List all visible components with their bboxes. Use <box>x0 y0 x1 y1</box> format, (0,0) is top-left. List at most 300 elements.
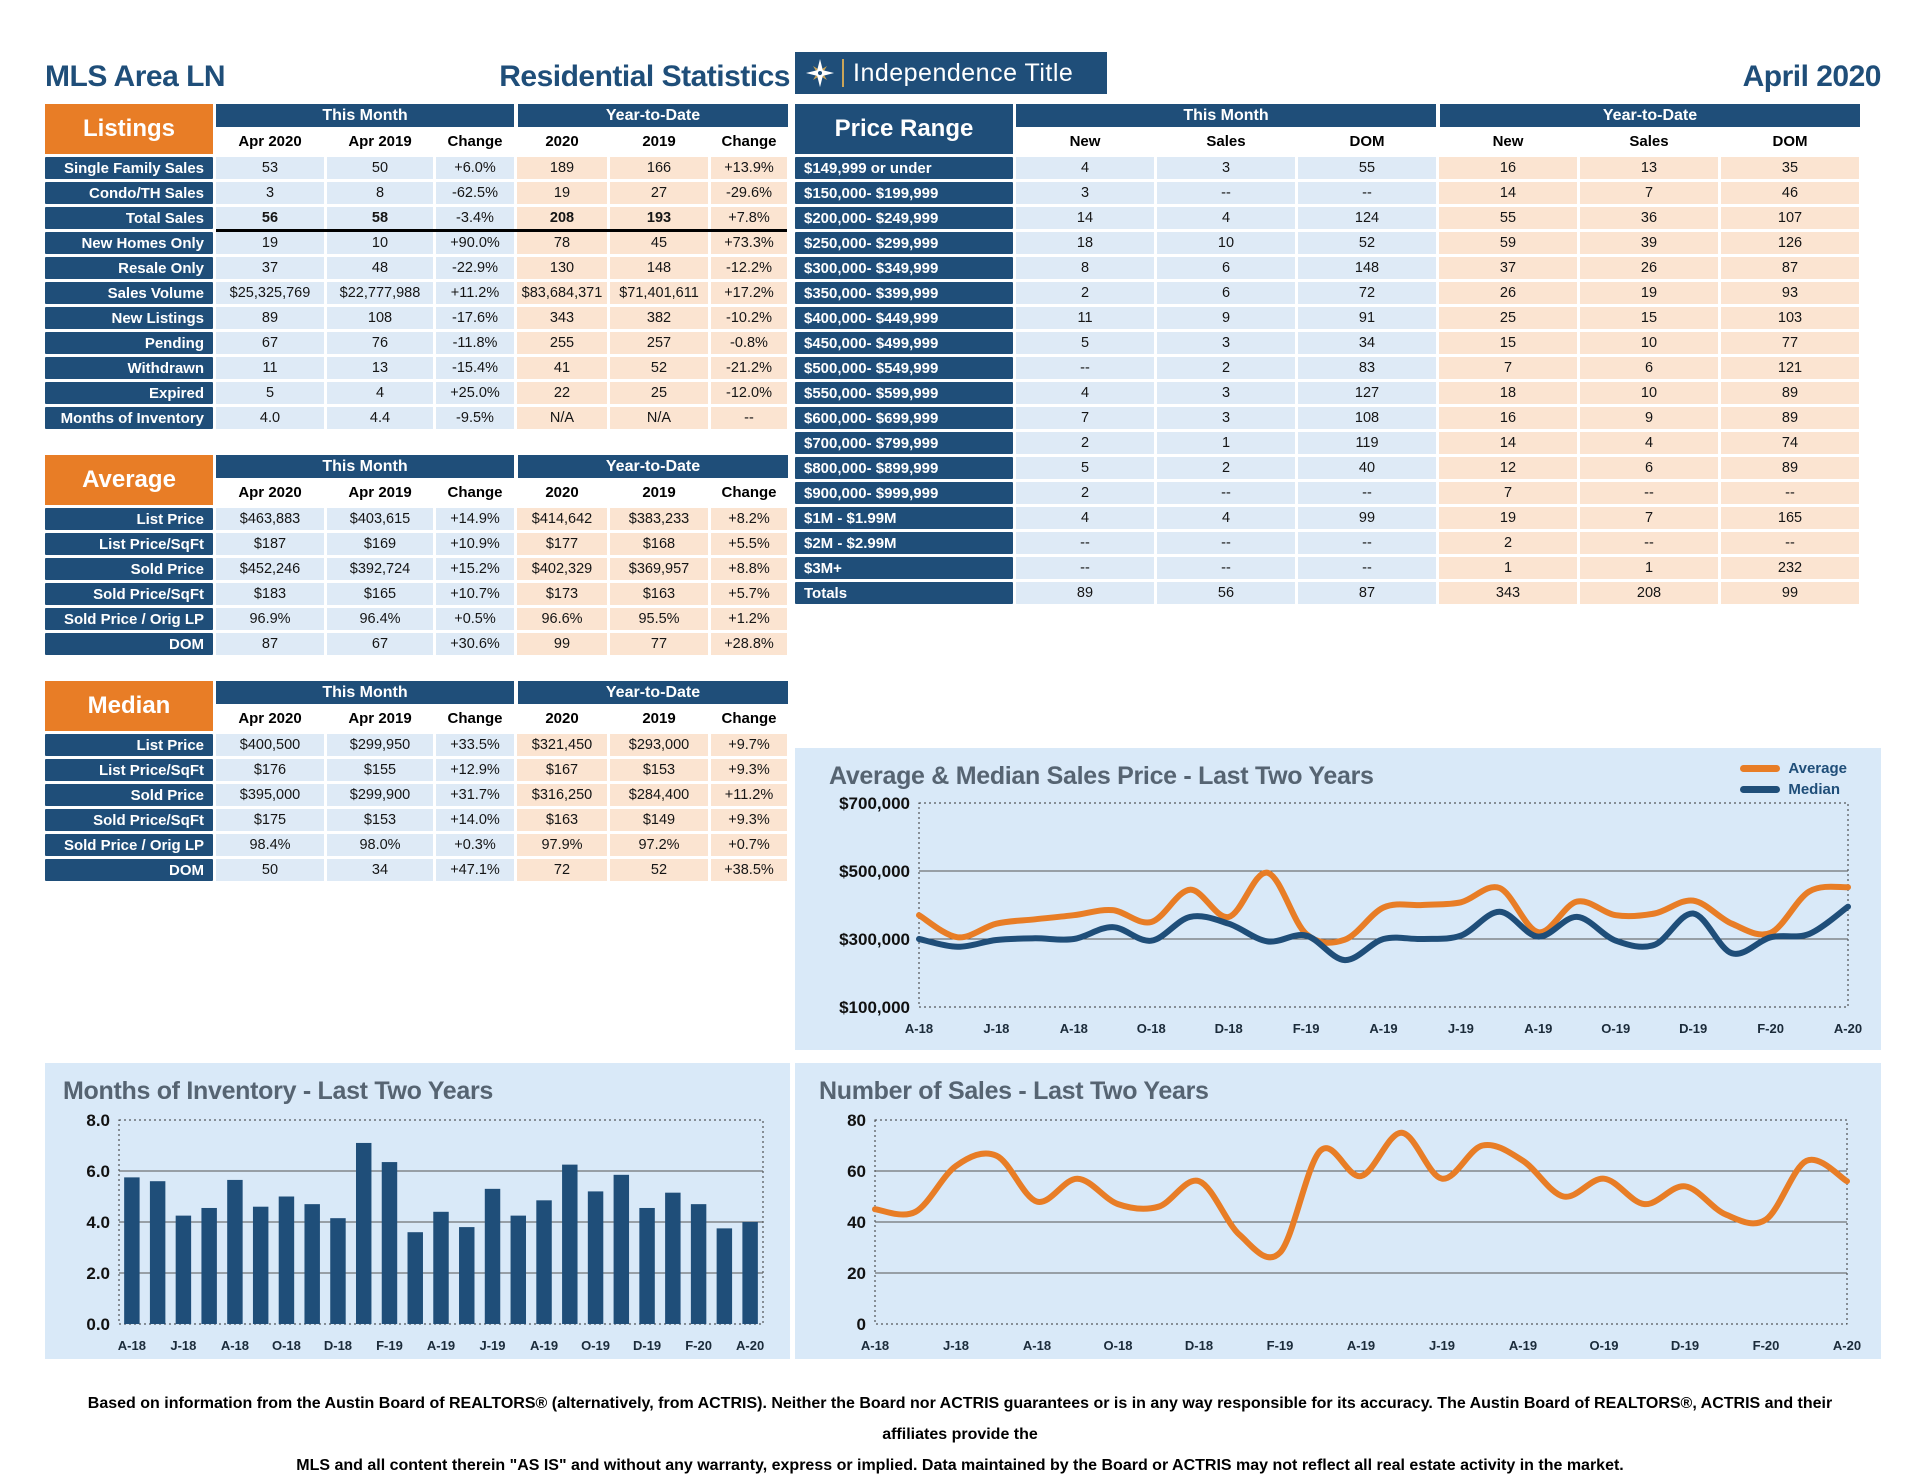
value-cell: -- <box>1157 182 1295 204</box>
x-axis-label: D-18 <box>1184 1338 1214 1353</box>
table-row <box>795 382 1881 404</box>
row-label: $500,000- $549,999 <box>795 357 1013 379</box>
table-row <box>45 157 790 179</box>
value-cell: 48 <box>327 257 433 279</box>
value-cell: 93 <box>1721 282 1859 304</box>
value-cell: -15.4% <box>436 357 514 379</box>
group-header-this-month: This Month <box>216 104 514 127</box>
legend-item-median <box>1740 781 1847 798</box>
inventory-bar <box>382 1162 397 1324</box>
row-label: Total Sales <box>45 207 213 229</box>
value-cell: -- <box>1298 482 1436 504</box>
row-label: $300,000- $349,999 <box>795 257 1013 279</box>
value-cell: 103 <box>1721 307 1859 329</box>
inventory-bar <box>408 1232 423 1324</box>
inventory-bar <box>279 1197 294 1325</box>
value-cell: 4 <box>1016 382 1154 404</box>
value-cell: +12.9% <box>436 759 514 781</box>
value-cell: +25.0% <box>436 382 514 404</box>
right-header-row <box>795 50 1881 94</box>
inventory-bar <box>330 1218 345 1324</box>
value-cell: +31.7% <box>436 784 514 806</box>
row-label: $700,000- $799,999 <box>795 432 1013 454</box>
value-cell: 4 <box>1157 207 1295 229</box>
column-header: New <box>1069 133 1101 150</box>
value-cell: 55 <box>1439 207 1577 229</box>
value-cell: +14.9% <box>436 508 514 530</box>
left-header-row <box>45 50 790 94</box>
value-cell: 3 <box>1157 382 1295 404</box>
value-cell: $392,724 <box>327 558 433 580</box>
value-cell: 11 <box>216 357 324 379</box>
value-cell: -- <box>1580 532 1718 554</box>
value-cell: 7 <box>1580 507 1718 529</box>
inventory-bar <box>588 1191 603 1324</box>
y-axis-label: 20 <box>847 1264 866 1283</box>
value-cell: 126 <box>1721 232 1859 254</box>
median-line-swatch <box>1740 786 1780 793</box>
x-axis-label: J-19 <box>479 1338 506 1353</box>
left-column <box>45 50 790 881</box>
total-divider <box>216 229 787 232</box>
value-cell: +1.2% <box>711 608 787 630</box>
x-axis-label: F-20 <box>1752 1338 1780 1353</box>
x-axis-label: O-18 <box>1103 1338 1133 1353</box>
average-line <box>919 873 1848 943</box>
row-label: New Homes Only <box>45 232 213 254</box>
value-cell: +10.7% <box>436 583 514 605</box>
value-cell: 3 <box>216 182 324 204</box>
value-cell: +10.9% <box>436 533 514 555</box>
value-cell: 83 <box>1298 357 1436 379</box>
value-cell: 166 <box>610 157 708 179</box>
value-cell: 6 <box>1157 282 1295 304</box>
inventory-bar <box>614 1175 629 1324</box>
row-label: Months of Inventory <box>45 407 213 429</box>
row-label: $800,000- $899,999 <box>795 457 1013 479</box>
value-cell: 25 <box>1439 307 1577 329</box>
value-cell: 52 <box>610 357 708 379</box>
value-cell: 4.4 <box>327 407 433 429</box>
value-cell: 34 <box>327 859 433 881</box>
value-cell: -- <box>1721 532 1859 554</box>
row-label: $2M - $2.99M <box>795 532 1013 554</box>
value-cell: 87 <box>216 633 324 655</box>
inventory-bar <box>176 1216 191 1324</box>
value-cell: 91 <box>1298 307 1436 329</box>
brand-name: Independence Title <box>853 58 1074 87</box>
value-cell: $400,500 <box>216 734 324 756</box>
table-row <box>45 809 790 831</box>
value-cell: 19 <box>1439 507 1577 529</box>
x-axis-label: A-19 <box>1524 1021 1553 1036</box>
x-axis-label: J-18 <box>983 1021 1010 1036</box>
y-axis-label: 80 <box>847 1111 866 1130</box>
value-cell: +11.2% <box>436 282 514 304</box>
value-cell: 96.6% <box>517 608 607 630</box>
value-cell: -- <box>1157 482 1295 504</box>
table-row <box>45 533 790 555</box>
column-header: 2020 <box>545 710 579 727</box>
sales-chart-panel <box>795 1063 1881 1359</box>
value-cell: 36 <box>1580 207 1718 229</box>
price-range-header <box>795 104 1881 154</box>
table-row <box>795 482 1881 504</box>
value-cell: -11.8% <box>436 332 514 354</box>
value-cell: $383,233 <box>610 508 708 530</box>
table-row <box>45 257 790 279</box>
value-cell: 7 <box>1439 482 1577 504</box>
row-label: Sold Price/SqFt <box>45 809 213 831</box>
value-cell: 232 <box>1721 557 1859 579</box>
x-axis-label: F-19 <box>376 1338 403 1353</box>
inventory-bar <box>562 1165 577 1324</box>
value-cell: 40 <box>1298 457 1436 479</box>
inventory-bar <box>150 1181 165 1324</box>
value-cell: 14 <box>1439 432 1577 454</box>
listings-table <box>45 104 790 429</box>
table-row <box>45 784 790 806</box>
value-cell: $175 <box>216 809 324 831</box>
value-cell: 4 <box>1016 507 1154 529</box>
column-header: Apr 2020 <box>238 710 302 727</box>
value-cell: 95.5% <box>610 608 708 630</box>
table-row <box>45 558 790 580</box>
table-row <box>795 332 1881 354</box>
column-header: Change <box>447 710 503 727</box>
value-cell: 96.4% <box>327 608 433 630</box>
value-cell: 58 <box>327 207 433 229</box>
value-cell: 2 <box>1157 457 1295 479</box>
x-axis-label: A-18 <box>904 1021 934 1036</box>
value-cell: 124 <box>1298 207 1436 229</box>
value-cell: 208 <box>517 207 607 229</box>
row-label: Sold Price / Orig LP <box>45 608 213 630</box>
listings-section-label: Listings <box>45 104 213 154</box>
value-cell: 130 <box>517 257 607 279</box>
x-axis-label: O-19 <box>1601 1021 1631 1036</box>
value-cell: 5 <box>1016 457 1154 479</box>
value-cell: -- <box>1298 532 1436 554</box>
median-table <box>45 681 790 881</box>
column-header: Change <box>721 710 777 727</box>
row-label: List Price <box>45 734 213 756</box>
table-row <box>45 307 790 329</box>
value-cell: 89 <box>1721 457 1859 479</box>
x-axis-label: A-19 <box>1508 1338 1538 1353</box>
value-cell: +33.5% <box>436 734 514 756</box>
inventory-bar <box>253 1207 268 1324</box>
average-header <box>45 455 790 505</box>
value-cell: +9.7% <box>711 734 787 756</box>
x-axis-label: A-19 <box>426 1338 456 1353</box>
value-cell: 72 <box>517 859 607 881</box>
row-label: Resale Only <box>45 257 213 279</box>
group-header-ytd: Year-to-Date <box>1440 104 1860 127</box>
value-cell: 148 <box>1298 257 1436 279</box>
x-axis-label: A-18 <box>1022 1338 1052 1353</box>
row-label: $400,000- $449,999 <box>795 307 1013 329</box>
value-cell: +0.3% <box>436 834 514 856</box>
value-cell: 119 <box>1298 432 1436 454</box>
value-cell: 87 <box>1721 257 1859 279</box>
brand-separator <box>842 59 844 87</box>
value-cell: 11 <box>1016 307 1154 329</box>
table-row <box>45 583 790 605</box>
row-label: $200,000- $249,999 <box>795 207 1013 229</box>
group-header-this-month: This Month <box>1016 104 1436 127</box>
value-cell: +5.5% <box>711 533 787 555</box>
value-cell: 50 <box>327 157 433 179</box>
x-axis-label: A-18 <box>220 1338 250 1353</box>
table-row <box>795 282 1881 304</box>
value-cell: +14.0% <box>436 809 514 831</box>
disclaimer-line-2: MLS and all content therein "AS IS" and without any warranty, express or implied. Data maintained by the Board or ACTRIS may not reflect all real estate activity in the market. <box>296 1457 1624 1474</box>
value-cell: 2 <box>1439 532 1577 554</box>
value-cell: 18 <box>1016 232 1154 254</box>
value-cell: 10 <box>327 232 433 254</box>
value-cell: -- <box>1016 557 1154 579</box>
value-cell: $183 <box>216 583 324 605</box>
value-cell: -12.0% <box>711 382 787 404</box>
value-cell: $25,325,769 <box>216 282 324 304</box>
value-cell: 9 <box>1580 407 1718 429</box>
table-row <box>45 357 790 379</box>
value-cell: $452,246 <box>216 558 324 580</box>
value-cell: 97.9% <box>517 834 607 856</box>
column-header: Sales <box>1206 133 1246 150</box>
value-cell: 37 <box>1439 257 1577 279</box>
column-header: Change <box>721 484 777 501</box>
row-label: $600,000- $699,999 <box>795 407 1013 429</box>
table-row <box>795 157 1881 179</box>
value-cell: +6.0% <box>436 157 514 179</box>
table-row <box>795 182 1881 204</box>
row-label: $150,000- $199,999 <box>795 182 1013 204</box>
value-cell: -10.2% <box>711 307 787 329</box>
value-cell: +8.8% <box>711 558 787 580</box>
x-axis-label: D-19 <box>1679 1021 1708 1036</box>
table-row <box>45 859 790 881</box>
value-cell: 255 <box>517 332 607 354</box>
value-cell: 108 <box>327 307 433 329</box>
value-cell: 41 <box>517 357 607 379</box>
x-axis-label: F-20 <box>1757 1021 1784 1036</box>
legend-label-median: Median <box>1788 781 1841 798</box>
column-header: Sales <box>1629 133 1669 150</box>
disclaimer-line-1: Based on information from the Austin Board of REALTORS® (alternatively, from ACTRIS). Neither the Board nor ACTRIS guarantees or is in any way responsible for its accuracy. The Austin Board of REALTORS®, ACTRIS and their affiliates provide the <box>87 1395 1833 1443</box>
x-axis-label: D-19 <box>632 1338 662 1353</box>
y-axis-label: 60 <box>847 1162 866 1181</box>
inventory-bar <box>227 1180 242 1324</box>
value-cell: $403,615 <box>327 508 433 530</box>
value-cell: $321,450 <box>517 734 607 756</box>
column-header: 2020 <box>545 484 579 501</box>
row-label: $250,000- $299,999 <box>795 232 1013 254</box>
value-cell: 89 <box>1721 382 1859 404</box>
y-axis-label: $100,000 <box>839 998 910 1017</box>
value-cell: 72 <box>1298 282 1436 304</box>
table-row <box>795 532 1881 554</box>
value-cell: $402,329 <box>517 558 607 580</box>
value-cell: 22 <box>517 382 607 404</box>
value-cell: -17.6% <box>436 307 514 329</box>
x-axis-label: A-20 <box>1832 1338 1862 1353</box>
value-cell: -3.4% <box>436 207 514 229</box>
x-axis-label: D-18 <box>323 1338 353 1353</box>
x-axis-label: J-19 <box>1447 1021 1474 1036</box>
group-header-this-month: This Month <box>216 681 514 704</box>
legend-item-average <box>1740 760 1847 777</box>
value-cell: 99 <box>1721 582 1859 604</box>
value-cell: 9 <box>1157 307 1295 329</box>
row-label: $149,999 or under <box>795 157 1013 179</box>
value-cell: 46 <box>1721 182 1859 204</box>
value-cell: 5 <box>1016 332 1154 354</box>
table-row <box>795 432 1881 454</box>
value-cell: -- <box>1580 482 1718 504</box>
value-cell: $169 <box>327 533 433 555</box>
table-row <box>795 357 1881 379</box>
value-cell: 189 <box>517 157 607 179</box>
value-cell: 343 <box>1439 582 1577 604</box>
row-label: DOM <box>45 633 213 655</box>
column-header: 2020 <box>545 133 579 150</box>
value-cell: -- <box>1157 532 1295 554</box>
value-cell: 77 <box>610 633 708 655</box>
value-cell: $369,957 <box>610 558 708 580</box>
row-label: Totals <box>795 582 1013 604</box>
row-label: New Listings <box>45 307 213 329</box>
inventory-chart-panel <box>45 1063 790 1359</box>
sales-chart-svg <box>813 1110 1863 1358</box>
value-cell: 89 <box>216 307 324 329</box>
legend-label-average: Average <box>1788 760 1847 777</box>
column-header: Apr 2019 <box>348 133 412 150</box>
value-cell: 15 <box>1580 307 1718 329</box>
price-range-table <box>795 104 1881 604</box>
table-row <box>45 232 790 254</box>
row-label: $350,000- $399,999 <box>795 282 1013 304</box>
row-label: Expired <box>45 382 213 404</box>
value-cell: 99 <box>517 633 607 655</box>
x-axis-label: O-19 <box>581 1338 611 1353</box>
value-cell: $165 <box>327 583 433 605</box>
value-cell: 108 <box>1298 407 1436 429</box>
y-axis-label: $300,000 <box>839 930 910 949</box>
value-cell: 53 <box>216 157 324 179</box>
row-label: Pending <box>45 332 213 354</box>
value-cell: -9.5% <box>436 407 514 429</box>
x-axis-label: F-19 <box>1266 1338 1294 1353</box>
value-cell: $163 <box>517 809 607 831</box>
value-cell: -- <box>1016 532 1154 554</box>
value-cell: 343 <box>517 307 607 329</box>
value-cell: 35 <box>1721 157 1859 179</box>
table-row <box>795 557 1881 579</box>
inventory-bar <box>459 1227 474 1324</box>
value-cell: +0.7% <box>711 834 787 856</box>
value-cell: 1 <box>1439 557 1577 579</box>
value-cell: 37 <box>216 257 324 279</box>
y-axis-label: 2.0 <box>86 1264 110 1283</box>
value-cell: 4 <box>327 382 433 404</box>
inventory-bar <box>536 1200 551 1324</box>
value-cell: 15 <box>1439 332 1577 354</box>
value-cell: 4 <box>1016 157 1154 179</box>
value-cell: 1 <box>1157 432 1295 454</box>
value-cell: $71,401,611 <box>610 282 708 304</box>
row-label: Condo/TH Sales <box>45 182 213 204</box>
y-axis-label: 8.0 <box>86 1111 110 1130</box>
median-section-label: Median <box>45 681 213 731</box>
column-header: New <box>1492 133 1524 150</box>
value-cell: +11.2% <box>711 784 787 806</box>
row-label: DOM <box>45 859 213 881</box>
value-cell: 19 <box>517 182 607 204</box>
value-cell: -29.6% <box>711 182 787 204</box>
value-cell: $299,950 <box>327 734 433 756</box>
value-cell: $176 <box>216 759 324 781</box>
value-cell: 2 <box>1016 482 1154 504</box>
value-cell: 78 <box>517 232 607 254</box>
x-axis-label: J-18 <box>942 1338 970 1353</box>
value-cell: 97.2% <box>610 834 708 856</box>
value-cell: $83,684,371 <box>517 282 607 304</box>
value-cell: -22.9% <box>436 257 514 279</box>
value-cell: 16 <box>1439 157 1577 179</box>
table-row <box>45 608 790 630</box>
value-cell: 2 <box>1016 282 1154 304</box>
value-cell: $395,000 <box>216 784 324 806</box>
value-cell: N/A <box>610 407 708 429</box>
column-header: Apr 2019 <box>348 710 412 727</box>
table-row <box>795 307 1881 329</box>
table-row <box>45 633 790 655</box>
value-cell: 59 <box>1439 232 1577 254</box>
listings-header <box>45 104 790 154</box>
row-label: $900,000- $999,999 <box>795 482 1013 504</box>
value-cell: -62.5% <box>436 182 514 204</box>
value-cell: +8.2% <box>711 508 787 530</box>
value-cell: 52 <box>1298 232 1436 254</box>
value-cell: $22,777,988 <box>327 282 433 304</box>
value-cell: 99 <box>1298 507 1436 529</box>
value-cell: -- <box>1016 357 1154 379</box>
x-axis-label: A-18 <box>1059 1021 1088 1036</box>
value-cell: 39 <box>1580 232 1718 254</box>
value-cell: 50 <box>216 859 324 881</box>
row-label: Sold Price/SqFt <box>45 583 213 605</box>
value-cell: +15.2% <box>436 558 514 580</box>
value-cell: 2 <box>1157 357 1295 379</box>
value-cell: 56 <box>1157 582 1295 604</box>
x-axis-label: F-19 <box>1292 1021 1320 1036</box>
value-cell: $414,642 <box>517 508 607 530</box>
price-chart-title: Average & Median Sales Price - Last Two Years <box>829 762 1374 790</box>
value-cell: +13.9% <box>711 157 787 179</box>
column-header: 2019 <box>642 710 676 727</box>
x-axis-label: A-19 <box>1369 1021 1398 1036</box>
value-cell: 165 <box>1721 507 1859 529</box>
value-cell: 19 <box>1580 282 1718 304</box>
value-cell: 13 <box>1580 157 1718 179</box>
y-axis-label: 4.0 <box>86 1213 110 1232</box>
value-cell: +73.3% <box>711 232 787 254</box>
value-cell: 55 <box>1298 157 1436 179</box>
value-cell: 26 <box>1439 282 1577 304</box>
table-row <box>795 257 1881 279</box>
